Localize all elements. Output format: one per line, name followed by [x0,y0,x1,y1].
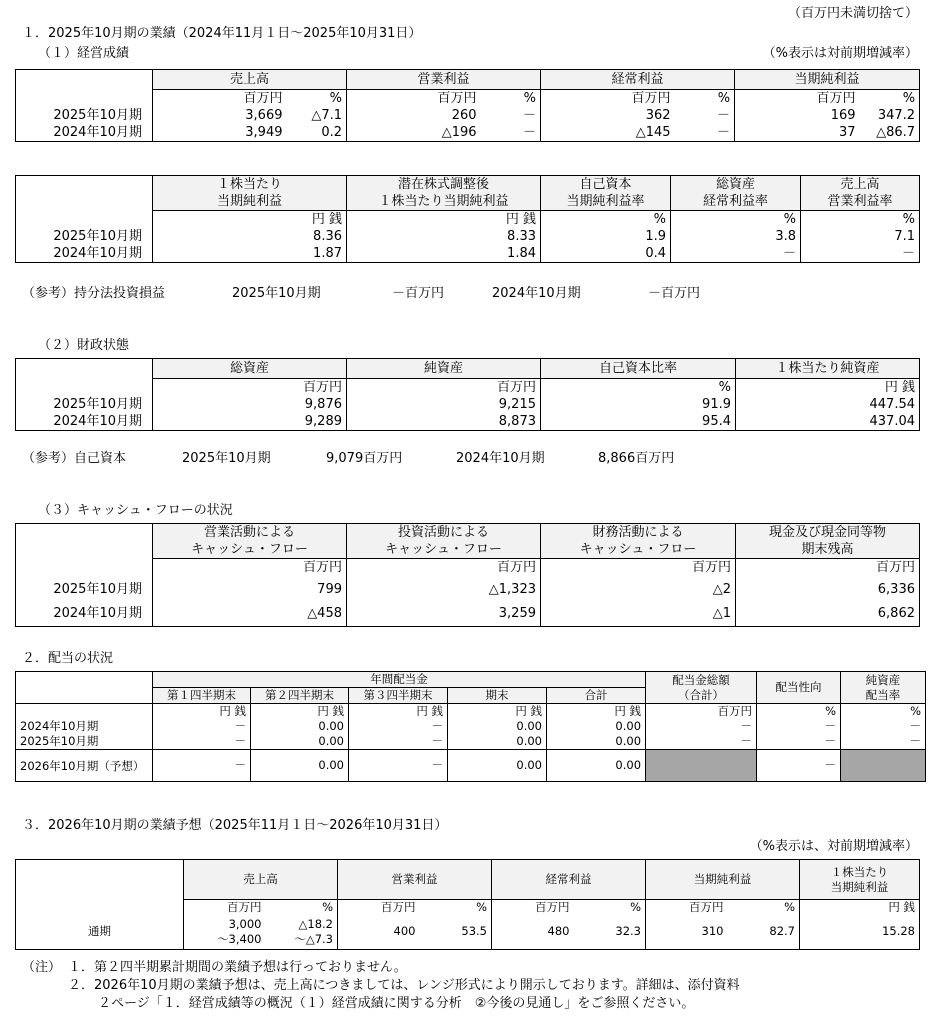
value-cell: 37 [735,124,860,142]
note-1: １．第２四半期累計期間の業績予想は行っておりません。 [68,960,407,975]
value-cell: 53.5 [420,915,492,949]
unit-cell: 百万円 [736,559,920,577]
unit-cell: % [287,90,347,108]
value-cell: － [481,124,541,142]
dividends-table [15,671,926,782]
value-cell: － [675,124,735,142]
value-cell: △1,323 [347,576,541,602]
row-label: 2025年10月期 [16,228,153,245]
header-roe: 自己資本 当期純利益率 [541,176,671,211]
header-total-assets: 総資産 [153,359,347,379]
unit-cell: 百万円 [347,379,541,397]
value-cell: 32.3 [574,915,646,949]
reference-period: 2025年10月期 [182,451,271,466]
value-cell: 310 [646,915,728,949]
spacer-cell [16,379,153,397]
value-cell: 0.00 [547,750,646,782]
value-cell: － [153,750,251,782]
unit-cell: 円 銭 [547,704,646,720]
value-cell: 3,669 [153,107,287,124]
unit-cell: 百万円 [153,379,347,397]
value-cell: － [757,750,841,782]
header-sales: 売上高 [153,70,347,90]
corner-cell [16,860,184,900]
header-financing-cf: 財務活動による キャッシュ・フロー [541,524,736,559]
operating-results-title: （１）経営成績 [38,46,130,61]
unit-cell: 百万円 [338,900,420,916]
header-q3: 第３四半期末 [349,688,448,704]
header-annual-dividend: 年間配当金 [153,672,646,688]
table-row [16,245,920,263]
value-cell: 347.2 [860,107,920,124]
value-cell: 480 [492,915,574,949]
value-cell: △18.2 ～△7.3 [266,915,338,949]
reference-period: 2025年10月期 [232,286,321,301]
header-q2: 第２四半期末 [251,688,349,704]
section1-title: １．2025年10月期の業績（2024年11月１日～2025年10月31日） [22,26,422,41]
unit-cell: % [481,90,541,108]
value-cell: 447.54 [736,396,920,413]
unit-cell: 円 銭 [153,704,251,720]
spacer-cell [16,90,153,108]
header-total: 合計 [547,688,646,704]
rounding-note: （百万円未満切捨て） [787,6,918,21]
value-cell: 6,336 [736,576,920,602]
unit-cell: % [860,90,920,108]
value-cell: － [841,734,926,750]
unit-cell: 円 銭 [448,704,547,720]
value-cell: 6,862 [736,602,920,626]
value-cell: 799 [153,576,347,602]
value-cell: 0.00 [448,734,547,750]
value-cell: 0.4 [541,245,671,263]
value-cell: 0.00 [547,734,646,750]
forecast-table [15,859,920,950]
value-cell: △2 [541,576,736,602]
unit-cell: 百万円 [541,559,736,577]
unit-cell: 百万円 [735,90,860,108]
value-cell: － [153,734,251,750]
reference-value: 9,079百万円 [326,451,403,466]
table-row [16,750,926,782]
unit-cell: 百万円 [153,559,347,577]
note-2: ２．2026年10月期の業績予想は、売上高につきましては、レンジ形式により開示しております。詳細は、添付資料 [68,978,740,993]
value-cell: 3,259 [347,602,541,626]
value-cell: 8,873 [347,413,541,431]
header-eps: １株当たり 当期純利益 [153,176,347,211]
table-row [16,107,920,124]
header-total-dividend: 配当金総額 （合計） [646,672,757,704]
table-row [16,228,920,245]
value-cell: △196 [347,124,481,142]
unit-cell: 百万円 [347,559,541,577]
note-2-continued: ２ページ「１．経営成績等の概況（１）経営成績に関する分析 ②今後の見通し」をご参照ください。 [98,996,695,1011]
row-label: 2025年10月期 [16,734,153,750]
row-label: 通期 [16,915,184,949]
spacer-cell [16,900,184,916]
header-bps: １株当たり純資産 [736,359,920,379]
value-cell: 9,215 [347,396,541,413]
value-cell: － [675,107,735,124]
header-dividend-on-equity: 純資産 配当率 [841,672,926,704]
header-year-end: 期末 [448,688,547,704]
unit-cell: % [420,900,492,916]
header-sales: 売上高 [184,860,338,900]
unit-cell: 円 銭 [349,704,448,720]
header-operating-margin: 売上高 営業利益率 [801,176,920,211]
value-cell: － [757,734,841,750]
value-cell: － [646,719,757,734]
unit-cell: 円 銭 [800,900,920,916]
unit-cell: % [574,900,646,916]
unit-cell: % [757,704,841,720]
header-equity-ratio: 自己資本比率 [541,359,736,379]
value-cell: 82.7 [728,915,800,949]
value-cell: △145 [541,124,675,142]
value-cell: 8.36 [153,228,347,245]
unit-cell: 円 銭 [736,379,920,397]
table-row [16,719,926,734]
value-cell: 3,000 ～3,400 [184,915,266,949]
value-cell: － [841,719,926,734]
value-cell: 0.00 [448,750,547,782]
section2-title: ２．配当の状況 [22,651,114,666]
corner-cell [16,176,153,211]
equity-label: （参考）自己資本 [22,451,127,466]
row-label: 2024年10月期 [16,124,153,142]
value-cell: 260 [347,107,481,124]
value-cell: 0.00 [448,719,547,734]
value-cell: 1.84 [347,245,541,263]
header-diluted-eps: 潜在株式調整後 １株当たり当期純利益 [347,176,541,211]
header-cash-balance: 現金及び現金同等物 期末残高 [736,524,920,559]
header-net-assets: 純資産 [347,359,541,379]
value-cell: △458 [153,602,347,626]
value-cell: 0.00 [547,719,646,734]
header-investing-cf: 投資活動による キャッシュ・フロー [347,524,541,559]
value-cell: 95.4 [541,413,736,431]
reference-value: 8,866百万円 [598,451,675,466]
forecast-percent-note: （%表示は、対前期増減率） [749,839,918,854]
row-label: 2025年10月期 [16,107,153,124]
row-label: 2024年10月期 [16,719,153,734]
value-cell: 1.87 [153,245,347,263]
value-cell: － [757,719,841,734]
value-cell: 8.33 [347,228,541,245]
value-cell: － [349,719,448,734]
value-cell: 400 [338,915,420,949]
corner-cell [16,524,153,559]
financial-position-table [15,358,920,431]
value-cell: － [481,107,541,124]
value-cell: 9,876 [153,396,347,413]
reference-period: 2024年10月期 [456,451,545,466]
header-ordinary-income: 経常利益 [492,860,646,900]
value-cell: 91.9 [541,396,736,413]
row-label: 2025年10月期 [16,396,153,413]
reference-period: 2024年10月期 [492,286,581,301]
equity-method-label: （参考）持分法投資損益 [22,286,166,301]
row-label: 2026年10月期（予想） [16,750,153,782]
value-cell: 7.1 [801,228,920,245]
operating-results-table [15,69,920,142]
unit-cell: % [728,900,800,916]
spacer-cell [16,211,153,229]
unit-cell: % [841,704,926,720]
unit-cell: 円 銭 [251,704,349,720]
row-label: 2025年10月期 [16,576,153,602]
header-ordinary-income: 経常利益 [541,70,735,90]
unit-cell: 百万円 [646,704,757,720]
value-cell: － [349,750,448,782]
unit-cell: 百万円 [347,90,481,108]
section3-title: ３．2026年10月期の業績予想（2025年11月１日～2026年10月31日） [22,818,448,833]
unit-cell: % [541,211,671,229]
per-share-table [15,175,920,263]
value-cell: △7.1 [287,107,347,124]
header-net-income: 当期純利益 [646,860,800,900]
corner-cell [16,359,153,379]
cashflow-table [15,523,920,627]
reference-value: －百万円 [392,286,445,301]
header-operating-income: 営業利益 [338,860,492,900]
table-row [16,915,920,949]
table-row [16,576,920,602]
shaded-cell [841,750,926,782]
cashflow-title: （３）キャッシュ・フローの状況 [38,503,233,518]
value-cell: － [646,734,757,750]
header-eps: １株当たり 当期純利益 [800,860,920,900]
value-cell: － [153,719,251,734]
percent-note: （%表示は対前期増減率） [762,46,918,61]
value-cell: 362 [541,107,675,124]
header-net-income: 当期純利益 [735,70,920,90]
table-row [16,396,920,413]
header-q1: 第１四半期末 [153,688,251,704]
unit-cell: 百万円 [184,900,266,916]
value-cell: 0.00 [251,734,349,750]
header-payout-ratio: 配当性向 [757,672,841,704]
corner-cell [16,70,153,90]
value-cell: 1.9 [541,228,671,245]
corner-cell [16,672,153,704]
table-row [16,602,920,626]
value-cell: 169 [735,107,860,124]
value-cell: 3.8 [671,228,801,245]
unit-cell: % [801,211,920,229]
unit-cell: % [675,90,735,108]
spacer-cell [16,559,153,577]
value-cell: － [671,245,801,263]
reference-value: －百万円 [648,286,701,301]
header-operating-cf: 営業活動による キャッシュ・フロー [153,524,347,559]
unit-cell: 円 銭 [347,211,541,229]
unit-cell: 百万円 [492,900,574,916]
value-cell: － [349,734,448,750]
value-cell: △86.7 [860,124,920,142]
value-cell: － [801,245,920,263]
unit-cell: % [671,211,801,229]
unit-cell: 百万円 [541,90,675,108]
row-label: 2024年10月期 [16,413,153,431]
value-cell: 0.00 [251,719,349,734]
unit-cell: 百万円 [153,90,287,108]
unit-cell: % [541,379,736,397]
spacer-cell [16,704,153,720]
value-cell: 9,289 [153,413,347,431]
value-cell: 15.28 [800,915,920,949]
unit-cell: 円 銭 [153,211,347,229]
row-label: 2024年10月期 [16,245,153,263]
value-cell: 3,949 [153,124,287,142]
table-row [16,413,920,431]
financial-position-title: （２）財政状態 [38,338,130,353]
value-cell: 437.04 [736,413,920,431]
value-cell: △1 [541,602,736,626]
header-roa: 総資産 経常利益率 [671,176,801,211]
row-label: 2024年10月期 [16,602,153,626]
header-operating-income: 営業利益 [347,70,541,90]
value-cell: 0.00 [251,750,349,782]
shaded-cell [646,750,757,782]
table-row [16,734,926,750]
value-cell: 0.2 [287,124,347,142]
table-row [16,124,920,142]
notes-label: （注） [22,960,62,975]
unit-cell: 百万円 [646,900,728,916]
unit-cell: % [266,900,338,916]
